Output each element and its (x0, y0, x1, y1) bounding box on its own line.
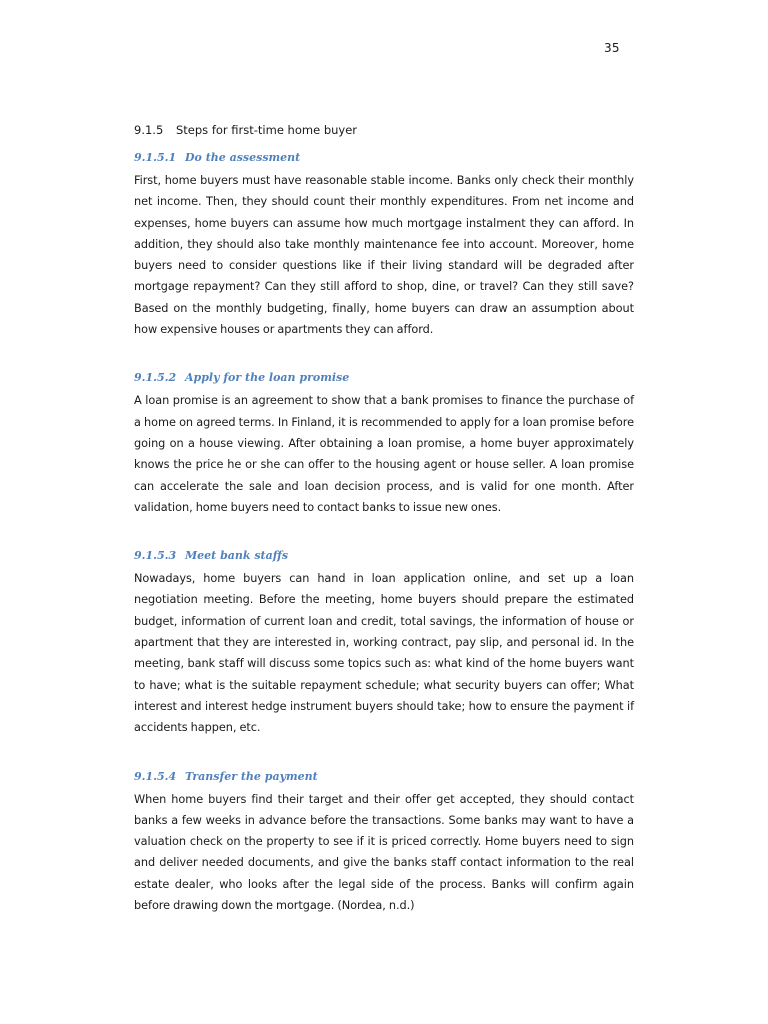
section-title: Steps for first-time home buyer (176, 123, 358, 137)
section-heading (134, 122, 634, 138)
paragraph: When home buyers find their target and their offer get accepted, they should contact banks a few weeks in advance before the transactions. Some banks may want to have a valuation check on the property to see if it is priced correctly. Home buyers need to sign and deliver needed documents, and give the banks staff contact information to the real estate dealer, who looks after the legal side of the process. Banks will confirm again before drawing down the mortgage. (Nordea, n.d.) (134, 792, 634, 913)
subsection-title: Apply for the loan promise (185, 371, 350, 385)
subsection-title: Transfer the payment (185, 769, 318, 783)
subsection-loan-promise (134, 370, 634, 518)
subsection-meet-bank-staffs (134, 548, 634, 738)
subsection-number: 9.1.5.3 (134, 549, 177, 563)
paragraph: A loan promise is an agreement to show that a bank promises to finance the purchase of a home on agreed terms. In Finland, it is recommended to apply for a loan promise before going on a house viewing. After obtaining a loan promise, a home buyer approximately knows the price he or she can offer to the housing agent or house seller. A loan promise can accelerate the sale and loan decision process, and is valid for one month. After validation, home buyers need to contact banks to issue new ones. (134, 394, 634, 514)
subsection-assessment (134, 150, 634, 340)
document-body (134, 122, 634, 946)
subsection-heading (134, 769, 634, 785)
subsection-heading (134, 150, 634, 166)
subsection-title: Meet bank staffs (185, 549, 289, 563)
subsection-number: 9.1.5.2 (134, 371, 177, 385)
paragraph: First, home buyers must have reasonable stable income. Banks only check their monthly net income. Then, they should count their monthly expenditures. From net income and expenses, home buyers can assume how much mortgage instalment they can afford. In addition, they should also take monthly maintenance fee into account. Moreover, home buyers need to consider questions like if their living standard will be degraded after mortgage repayment? Can they still afford to shop, dine, or travel? Can they still save? Based on the monthly budgeting, finally, home buyers can draw an assumption about how expensive houses or apartments they can afford. (134, 174, 634, 337)
subsection-title: Do the assessment (185, 151, 301, 164)
subsection-number: 9.1.5.1 (134, 151, 177, 164)
paragraph: Nowadays, home buyers can hand in loan application online, and set up a loan negotiation meeting. Before the meeting, home buyers should prepare the estimated budget, information of current loan and credit, total savings, the information of house or apartment that they are interested in, working contract, pay slip, and personal id. In the meeting, bank staff will discuss some topics such as: what kind of the home buyers want to have; what is the suitable repayment schedule; what security buyers can offer; What interest and interest hedge instrument buyers should take; how to ensure the payment if accidents happen, etc. (134, 572, 634, 735)
subsection-heading (134, 370, 634, 386)
subsection-heading (134, 548, 634, 564)
page-number: 35 (604, 41, 620, 55)
section-number: 9.1.5 (134, 123, 164, 137)
subsection-transfer-payment (134, 769, 634, 917)
subsection-number: 9.1.5.4 (134, 769, 177, 783)
